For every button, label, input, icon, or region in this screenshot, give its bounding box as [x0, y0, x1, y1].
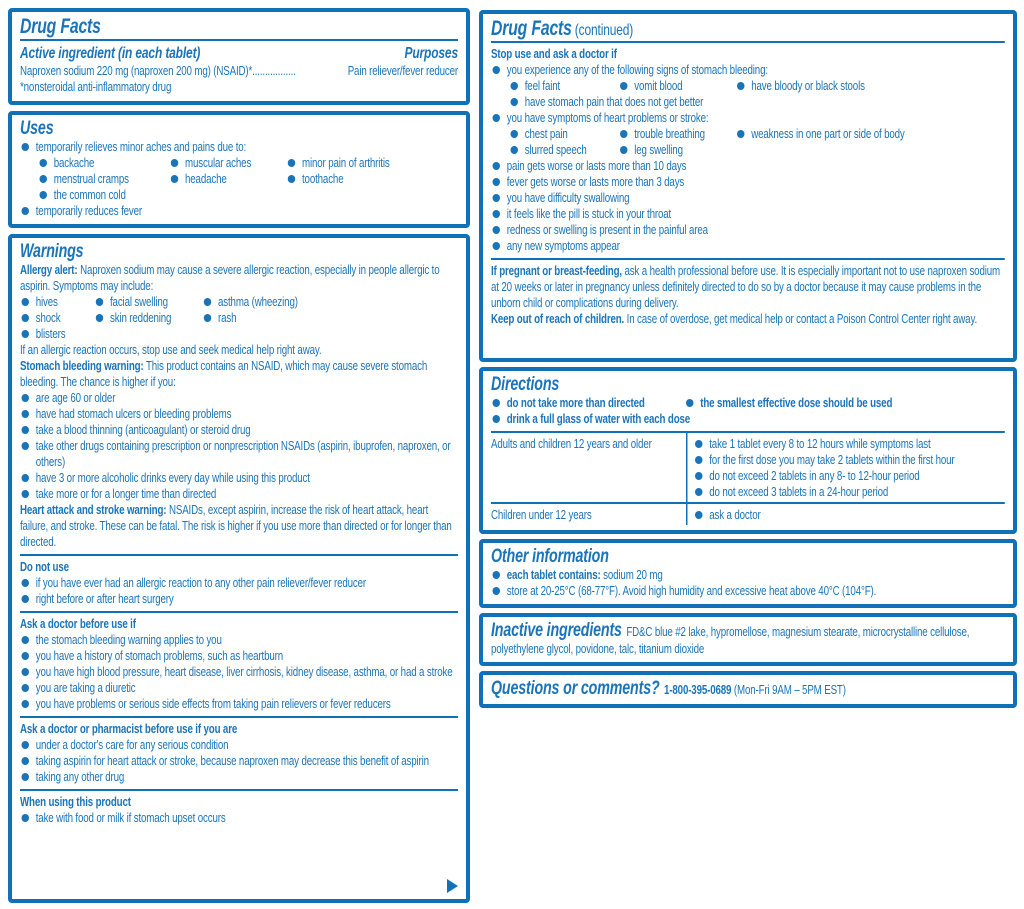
stop-use-list: [491, 158, 1005, 254]
bullet-text: are age 60 or older: [35, 390, 116, 405]
bullet-icon: [22, 684, 30, 692]
bullet-item: [20, 326, 458, 342]
dot-leader: .................: [252, 63, 296, 78]
bullet-text: leg swelling: [634, 142, 683, 157]
ask-pharmacist-heading: Ask a doctor or pharmacist before use if you are: [20, 721, 238, 736]
right-panel: [479, 10, 1017, 713]
section-divider: [20, 789, 458, 791]
questions-title: Questions or comments?: [491, 678, 660, 699]
bullet-text: do not exceed 3 tablets in a 24-hour period: [709, 484, 889, 499]
tablet-contains-label: each tablet contains:: [506, 567, 601, 582]
bullet-icon: [96, 314, 104, 322]
bullet-item: [20, 737, 458, 753]
bullet-icon: [22, 394, 30, 402]
page-title: Drug Facts: [20, 15, 101, 38]
bullet-text: take 1 tablet every 8 to 12 hours while symptoms last: [709, 436, 931, 451]
bullet-item: [619, 142, 1005, 158]
do-not-use-list: [20, 575, 458, 607]
bullet-text: pain gets worse or lasts more than 10 days: [506, 158, 687, 173]
bullet-item: [20, 696, 458, 712]
bullet-icon: [204, 314, 212, 322]
dosage-row-label: Children under 12 years: [491, 507, 592, 522]
active-ingredient-heading: Active ingredient (in each tablet): [20, 45, 201, 62]
stomach-warning-text: This product contains an NSAID, which may cause severe stomach bleeding. The chance is higher if you:: [20, 358, 428, 389]
directions-title: Directions: [491, 374, 560, 395]
bullet-text: feel faint: [524, 78, 561, 93]
uses-sub-list: [38, 155, 458, 203]
bullet-text: you have a history of stomach problems, such as heartburn: [35, 648, 284, 663]
ask-pharmacist-list: [20, 737, 458, 785]
continued-title-row: [491, 17, 1005, 40]
bullet-item: [20, 294, 94, 310]
nsaid-footnote: *nonsteroidal anti-inflammatory drug: [20, 79, 172, 94]
ask-doctor-heading: Ask a doctor before use if: [20, 616, 136, 631]
bullet-item: [491, 62, 1005, 78]
keep-out-of-reach-paragraph: [491, 311, 1005, 327]
bullet-icon: [22, 298, 30, 306]
bullet-text: ask a doctor: [709, 507, 761, 522]
bullet-text: have stomach pain that does not get better: [524, 94, 704, 109]
bullet-item: [20, 406, 458, 422]
bullet-text: hives: [35, 294, 58, 309]
bullet-item: [491, 222, 1005, 238]
bullet-text: chest pain: [524, 126, 568, 141]
dosage-row-instructions: [686, 433, 1005, 502]
allergy-alert-paragraph: [20, 262, 458, 294]
bullet-icon: [204, 298, 212, 306]
bullet-icon: [22, 143, 30, 151]
uses-title: Uses: [20, 118, 54, 139]
bullet-item: [20, 591, 458, 607]
bullet-icon: [171, 159, 179, 167]
keep-out-of-reach-label: Keep out of reach of children.: [491, 311, 625, 326]
bullet-text: minor pain of arthritis: [302, 155, 390, 170]
bullet-text: right before or after heart surgery: [35, 591, 174, 606]
bleeding-signs-list: [509, 78, 1005, 110]
heart-warning-label: Heart attack and stroke warning:: [20, 502, 167, 517]
bullet-item: [20, 390, 458, 406]
bullet-item: [20, 203, 458, 219]
bullet-icon: [695, 511, 703, 519]
bullet-text: it feels like the pill is stuck in your throat: [506, 206, 672, 221]
bullet-icon: [493, 66, 501, 74]
bullet-text: taking aspirin for heart attack or stroke, because naproxen may decrease this benefit of aspirin: [35, 753, 429, 768]
bullet-row: [20, 310, 458, 326]
bullet-item: [619, 78, 736, 94]
purposes-heading: Purposes: [404, 45, 458, 62]
bullet-icon: [22, 814, 30, 822]
dosage-row-instructions: [686, 504, 1005, 525]
bullet-text: shock: [35, 310, 61, 325]
bullet-text: you are taking a diuretic: [35, 680, 136, 695]
bullet-icon: [22, 410, 30, 418]
bullet-icon: [288, 159, 296, 167]
bullet-item: [694, 452, 1005, 468]
do-not-use-heading: Do not use: [20, 559, 69, 574]
bullet-item: [491, 158, 1005, 174]
bullet-item: [491, 110, 1005, 126]
bullet-icon: [620, 82, 628, 90]
bullet-icon: [22, 595, 30, 603]
ingredient-purpose: Pain reliever/fever reducer: [347, 63, 458, 78]
bullet-icon: [40, 191, 48, 199]
directions-box: [479, 367, 1017, 534]
bullet-text: skin reddening: [110, 310, 172, 325]
bullet-text: do not take more than directed: [506, 395, 645, 410]
tablet-contains-text: sodium 20 mg: [603, 567, 663, 582]
drug-facts-header-box: [8, 8, 470, 105]
bullet-text: have bloody or black stools: [751, 78, 865, 93]
section-divider: [20, 554, 458, 556]
bullet-row: [509, 126, 1005, 142]
pregnant-text: ask a health professional before use. It is especially important not to use naproxen sodium at 20 weeks or later in pregnancy unless definitely directed to do so by a doctor because it may cause problems in the unborn child or complications during delivery.: [491, 263, 1000, 310]
bullet-text: you have symptoms of heart problems or stroke:: [506, 110, 709, 125]
bullet-item: [20, 810, 458, 826]
bullet-text: for the first dose you may take 2 tablets within the first hour: [709, 452, 955, 467]
bullet-icon: [40, 159, 48, 167]
bullet-row: [20, 294, 458, 310]
bullet-icon: [620, 130, 628, 138]
bullet-item: [169, 155, 286, 171]
bullet-icon: [22, 636, 30, 644]
bullet-icon: [493, 194, 501, 202]
other-information-title: Other information: [491, 546, 609, 567]
warnings-title: Warnings: [20, 241, 84, 262]
bullet-item: [20, 769, 458, 785]
continued-suffix: (continued): [574, 22, 634, 39]
active-ingredient-heading-row: [20, 44, 458, 63]
section-divider: [20, 611, 458, 613]
bullet-item: [20, 680, 458, 696]
bullet-item: [94, 294, 202, 310]
continued-arrow-icon: [447, 879, 458, 893]
bullet-icon: [22, 668, 30, 676]
bullet-item: [38, 171, 169, 187]
bullet-row: [509, 142, 1005, 158]
bullet-item: [20, 310, 94, 326]
bullet-text: backache: [53, 155, 95, 170]
pregnant-label: If pregnant or breast-feeding,: [491, 263, 622, 278]
bullet-item: [20, 632, 458, 648]
bullet-item: [202, 294, 458, 310]
warnings-box: [8, 234, 470, 903]
bullet-item: [509, 142, 619, 158]
bullet-icon: [493, 178, 501, 186]
inactive-ingredients-text: FD&C blue #2 lake, hypromellose, magnesium stearate, microcrystalline cellulose, polyethylene glycol, povidone, talc, titanium dioxide: [491, 624, 970, 656]
allergy-outcome-text: If an allergic reaction occurs, stop use and seek medical help right away.: [20, 342, 322, 357]
bullet-icon: [695, 472, 703, 480]
phone-hours: (Mon-Fri 9AM – 5PM EST): [733, 682, 846, 697]
bullet-text: the smallest effective dose should be used: [700, 395, 893, 410]
when-using-list: [20, 810, 458, 826]
bullet-icon: [171, 175, 179, 183]
bullet-text: take a blood thinning (anticoagulant) or steroid drug: [35, 422, 251, 437]
left-panel: [8, 8, 470, 909]
bullet-icon: [493, 210, 501, 218]
bullet-icon: [22, 314, 30, 322]
bullet-text: muscular aches: [185, 155, 252, 170]
bullet-item: [694, 436, 1005, 452]
bullet-item: [736, 78, 1005, 94]
bullet-icon: [493, 226, 501, 234]
stomach-warning-paragraph: [20, 358, 458, 390]
bullet-item: [20, 422, 458, 438]
bullet-text: blisters: [35, 326, 66, 341]
inactive-ingredients-title: Inactive ingredients: [491, 620, 622, 641]
table-row: [491, 502, 1005, 525]
bullet-icon: [22, 652, 30, 660]
page-title-continued: Drug Facts: [491, 17, 572, 40]
bullet-item: [685, 395, 1005, 411]
allergy-symptoms-list: [20, 294, 458, 342]
active-ingredient-line: [20, 63, 458, 79]
bullet-text: fever gets worse or lasts more than 3 days: [506, 174, 685, 189]
bullet-item: [491, 567, 1005, 583]
title-divider: [491, 41, 1005, 43]
bullet-icon: [22, 474, 30, 482]
bullet-item: [38, 155, 169, 171]
bullet-item: [94, 310, 202, 326]
heart-warning-paragraph: [20, 502, 458, 550]
ingredient-name: Naproxen sodium 220 mg (naproxen 200 mg) (NSAID)*: [20, 63, 253, 78]
bullet-item: [509, 78, 619, 94]
bullet-icon: [493, 242, 501, 250]
bullet-item: [736, 126, 1005, 142]
stop-use-heading: Stop use and ask a doctor if: [491, 46, 617, 61]
bullet-text: the common cold: [53, 187, 126, 202]
bullet-item: [491, 174, 1005, 190]
bullet-item: [694, 468, 1005, 484]
bullet-text: vomit blood: [634, 78, 683, 93]
bullet-icon: [493, 399, 501, 407]
stomach-warning-label: Stomach bleeding warning:: [20, 358, 144, 373]
bullet-item: [509, 126, 619, 142]
bullet-icon: [22, 757, 30, 765]
bullet-text: toothache: [302, 171, 344, 186]
bullet-icon: [620, 146, 628, 154]
bullet-row: [509, 94, 1005, 110]
bullet-icon: [22, 741, 30, 749]
bullet-item: [286, 155, 458, 171]
bullet-text: have 3 or more alcoholic drinks every day while using this product: [35, 470, 310, 485]
bullet-item: [20, 575, 458, 591]
bullet-icon: [22, 442, 30, 450]
title-divider: [20, 39, 458, 41]
keep-out-of-reach-text: In case of overdose, get medical help or contact a Poison Control Center right away.: [626, 311, 977, 326]
bullet-text: do not exceed 2 tablets in any 8- to 12-hour period: [709, 468, 920, 483]
bullet-row: [38, 171, 458, 187]
bullet-item: [619, 126, 736, 142]
bullet-icon: [695, 440, 703, 448]
when-using-heading: When using this product: [20, 794, 131, 809]
bullet-icon: [288, 175, 296, 183]
allergy-alert-label: Allergy alert:: [20, 262, 78, 277]
bullet-item: [491, 238, 1005, 254]
bullet-item: [491, 206, 1005, 222]
bullet-item: [20, 486, 458, 502]
heart-symptoms-list: [509, 126, 1005, 158]
bullet-item: [20, 753, 458, 769]
bullet-item: [20, 438, 458, 470]
drug-facts-continued-box: [479, 10, 1017, 362]
bullet-icon: [493, 415, 501, 423]
bullet-item: [20, 664, 458, 680]
bullet-item: [509, 94, 1005, 110]
allergy-alert-text: Naproxen sodium may cause a severe allergic reaction, especially in people allergic to aspirin. Symptoms may include:: [20, 262, 440, 293]
bullet-icon: [737, 82, 745, 90]
bullet-item: [491, 583, 1005, 599]
bullet-text: temporarily relieves minor aches and pains due to:: [35, 139, 247, 154]
bullet-text: under a doctor's care for any serious condition: [35, 737, 229, 752]
bullet-text: asthma (wheezing): [218, 294, 298, 309]
bullet-text: taking any other drug: [35, 769, 125, 784]
bullet-row: [509, 78, 1005, 94]
bullet-icon: [493, 571, 501, 579]
bullet-text: you have problems or serious side effects from taking pain relievers or fever reducers: [35, 696, 391, 711]
bullet-icon: [22, 579, 30, 587]
bullet-text: you have high blood pressure, heart disease, liver cirrhosis, kidney disease, asthma, or had a stroke: [35, 664, 453, 679]
stomach-risk-list: [20, 390, 458, 502]
bullet-icon: [22, 330, 30, 338]
table-row: [491, 433, 1005, 502]
bullet-icon: [493, 587, 501, 595]
bullet-row: [38, 155, 458, 171]
bullet-item: [694, 507, 1005, 523]
bullet-item: [491, 395, 685, 411]
bullet-text: [507, 567, 1005, 583]
bullet-text: slurred speech: [524, 142, 587, 157]
bullet-icon: [22, 426, 30, 434]
bullet-icon: [695, 456, 703, 464]
dosage-table: [491, 431, 1005, 525]
bullet-row: [38, 187, 458, 203]
questions-box: [479, 671, 1017, 708]
bullet-text: redness or swelling is present in the painful area: [506, 222, 708, 237]
bullet-icon: [40, 175, 48, 183]
dosage-row-label: Adults and children 12 years and older: [491, 436, 652, 451]
bullet-text: you have difficulty swallowing: [506, 190, 630, 205]
bullet-icon: [695, 488, 703, 496]
bullet-icon: [96, 298, 104, 306]
bullet-item: [38, 187, 458, 203]
bullet-item: [202, 310, 458, 326]
phone-number: 1-800-395-0689: [664, 682, 732, 697]
inactive-ingredients-box: [479, 613, 1017, 666]
storage-text: store at 20-25°C (68-77°F). Avoid high humidity and excessive heat above 40°C (104°F).: [506, 583, 877, 598]
bullet-item: [20, 470, 458, 486]
bullet-icon: [493, 114, 501, 122]
bullet-icon: [22, 207, 30, 215]
bullet-item: [20, 139, 458, 155]
bullet-text: drink a full glass of water with each dose: [506, 411, 691, 426]
bullet-row: [20, 326, 458, 342]
bullet-text: temporarily reduces fever: [35, 203, 143, 218]
bullet-icon: [511, 130, 519, 138]
directions-bullet-pair: [491, 395, 1005, 411]
pregnant-paragraph: [491, 263, 1005, 311]
bullet-text: you experience any of the following signs of stomach bleeding:: [506, 62, 768, 77]
bullet-icon: [511, 98, 519, 106]
bullet-text: have had stomach ulcers or bleeding problems: [35, 406, 232, 421]
bullet-icon: [22, 773, 30, 781]
section-divider: [491, 258, 1005, 260]
bullet-item: [491, 190, 1005, 206]
bullet-icon: [686, 399, 694, 407]
bullet-icon: [511, 146, 519, 154]
bullet-item: [286, 171, 458, 187]
bullet-text: facial swelling: [110, 294, 168, 309]
bullet-text: any new symptoms appear: [506, 238, 620, 253]
ask-doctor-list: [20, 632, 458, 712]
bullet-icon: [493, 162, 501, 170]
bullet-text: take more or for a longer time than directed: [35, 486, 217, 501]
bullet-item: [694, 484, 1005, 500]
bullet-item: [20, 648, 458, 664]
bullet-item: [169, 171, 286, 187]
bullet-icon: [737, 130, 745, 138]
bullet-row: [491, 395, 1005, 411]
bullet-item: [491, 411, 1005, 427]
bullet-text: if you have ever had an allergic reaction to any other pain reliever/fever reducer: [35, 575, 366, 590]
uses-box: [8, 111, 470, 228]
bullet-text: weakness in one part or side of body: [751, 126, 905, 141]
bullet-text: headache: [185, 171, 227, 186]
bullet-text: take with food or milk if stomach upset occurs: [35, 810, 226, 825]
bullet-icon: [22, 700, 30, 708]
bullet-icon: [22, 490, 30, 498]
bullet-text: rash: [218, 310, 237, 325]
other-information-box: [479, 539, 1017, 608]
bullet-text: the stomach bleeding warning applies to you: [35, 632, 222, 647]
bullet-icon: [511, 82, 519, 90]
section-divider: [20, 716, 458, 718]
bullet-text: trouble breathing: [634, 126, 705, 141]
bullet-text: take other drugs containing prescription or nonprescription NSAIDs (aspirin, ibuprofen, naproxen, or others): [35, 438, 451, 469]
heart-warning-text: NSAIDs, except aspirin, increase the risk of heart attack, heart failure, and stroke. These can be fatal. The risk is higher if you use more than directed or for longer than directed.: [20, 502, 452, 549]
bullet-text: menstrual cramps: [53, 171, 129, 186]
